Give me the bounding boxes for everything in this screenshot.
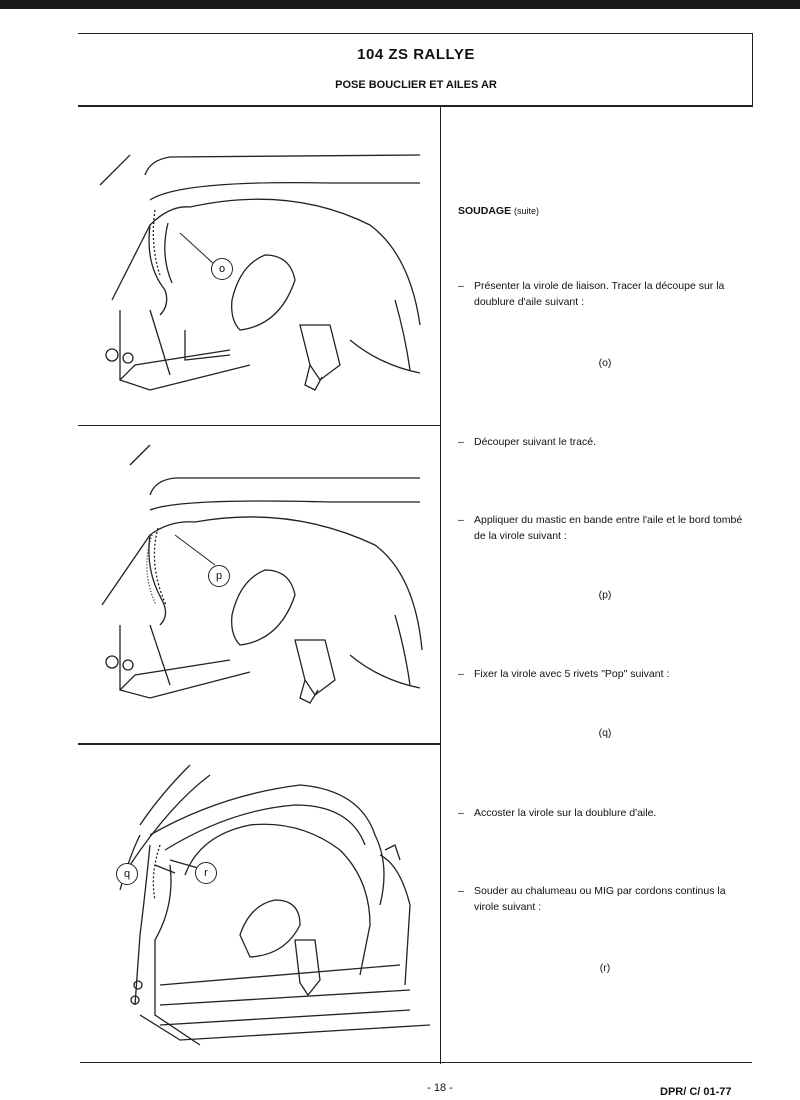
step-3-text: Appliquer du mastic en bande entre l'aile et le bord tombé de la virole suivant : (474, 514, 743, 542)
column-divider (440, 106, 441, 1064)
header-bottom-rule (78, 105, 753, 107)
section-heading (458, 203, 539, 219)
step-4-dash: – (458, 668, 464, 680)
document-reference: DPR/ C/ 01-77 (660, 1086, 732, 1098)
step-1-dash: – (458, 280, 464, 292)
step-5-dash: – (458, 807, 464, 819)
illustration-wheel-arch-2 (90, 440, 430, 730)
step-4-text: Fixer la virole avec 5 rivets "Pop" suivant : (474, 668, 670, 680)
header-top-rule (78, 33, 753, 34)
document-title: 104 ZS RALLYE (357, 46, 475, 63)
caption-q: (q) (598, 727, 612, 739)
page-bottom-rule (80, 1062, 752, 1063)
top-scan-border (0, 0, 800, 9)
header-right-rule (752, 33, 753, 106)
caption-o: (o) (598, 357, 612, 369)
illustration-wheel-arch-1 (90, 115, 430, 415)
callout-r (195, 862, 217, 884)
row-divider-1 (78, 425, 440, 426)
section-heading-text: SOUDAGE (458, 205, 512, 217)
callout-p-label: p (215, 570, 223, 582)
step-6-text: Souder au chalumeau ou MIG par cordons continus la virole suivant : (474, 885, 726, 913)
step-5-text: Accoster la virole sur la doublure d'aile. (474, 807, 657, 819)
callout-q (116, 863, 138, 885)
caption-p: (p) (598, 589, 612, 601)
section-heading-suffix: (suite) (514, 206, 540, 216)
document-subtitle: POSE BOUCLIER ET AILES AR (335, 79, 497, 91)
page-number: - 18 - (427, 1082, 453, 1094)
step-2-text: Découper suivant le tracé. (474, 436, 596, 448)
step-1-text: Présenter la virole de liaison. Tracer la découpe sur la doublure d'aile suivant : (474, 280, 725, 308)
step-3-dash: – (458, 514, 464, 526)
illustration-wheel-arch-3 (100, 755, 430, 1050)
step-2-dash: – (458, 436, 464, 448)
callout-o (211, 258, 233, 280)
caption-r: (r) (599, 962, 611, 974)
callout-r-label: r (204, 867, 208, 879)
callout-q-label: q (123, 868, 131, 880)
row-divider-2 (78, 743, 440, 745)
step-6-dash: – (458, 885, 464, 897)
callout-o-label: o (218, 263, 226, 275)
callout-p (208, 565, 230, 587)
